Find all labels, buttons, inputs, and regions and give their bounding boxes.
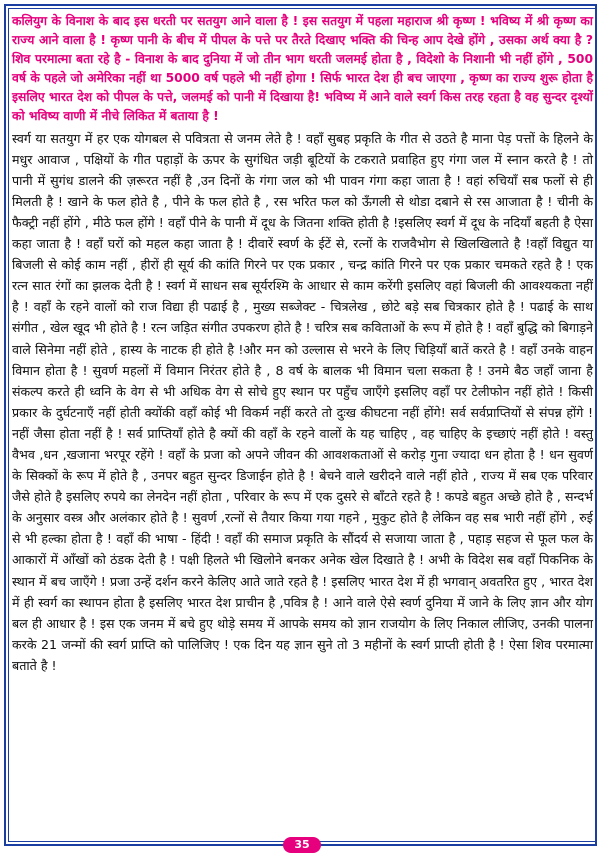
- intro-paragraph: कलियुग के विनाश के बाद इस धरती पर सतयुग आने वाला है ! इस सतयुग में पहला महाराज श्री कृष्ण ! भविष्य में श्री कृष्ण का राज्य आने वाला है ! कृष्ण पानी के बीच में पीपल के पत्ते पर तैरते दिखाए भक्ति की चिन्ह आप देखे होंगे , उसका अर्थ क्या है ? शिव परमात्मा बता रहे है - विनाश के बाद दुनिया में जो तीन भाग धरती जलमई होता है , विदेशो के निशानी भी नहीं होंगे , 500 वर्ष के पहले जो अमेरिका नहीं था 5000 वर्ष पहले भी नहीं होगा ! सिर्फ भारत देश ही बच जाएगा , कृष्ण का राज्य शुरू होता है इसलिए भारत देश को पीपल के पत्ते, जलमई को पानी में दिखाया है! भविष्य में आने वाले स्वर्ग किस तरह रहता है वह सुन्दर दृश्यों को भविष्य वाणी में नीचे लिकित में बताया है !: [12, 14, 593, 124]
- page-number-badge: 35: [283, 837, 321, 853]
- body-paragraph: स्वर्ग या सतयुग में हर एक योगबल से पवित्रता से जनम लेते है ! वहाँ सुबह प्रकृति के गीत से उठते है माना पेड़ पत्तों के हिलने के मधुर आवाज , पक्षियों के गीत पहाड़ों के ऊपर के सुगंधित जड़ी बूटियों के टकराते प्रवाहित हुए गंगा जल में स्नान करते है ! तो पानी में सुगंध डालने की ज़रूरत नहीं है ,उन दिनों के गंगा जल को भी पावन गंगा कहा जाता है ! वहां रुचियाँ सब फलों से ही मिलती है ! खाने के फल होते है , पीने के फल होते है , रस भरित फल को ऊँगली से थोडा दबाने से रस आजाता है ! चीनी के फैक्ट्री नहीं होंगे , मीठे फल होंगे ! वहाँ पीने के पानी में दूध के जितना शक्ति होती है !इसलिए स्वर्ग में दूध के नदियाँ बहती है ऐसा कहा जाता है ! वहाँ घरों को महल कहा जाता है ! दीवारें स्वर्ण के ईटें से, रत्नों के राजवैभोग से खिलखिलाते है !वहाँ विद्युत या बिजली से कोई काम नहीं , हीरों ही सूर्य की कांति गिरने पर एक प्रकार , चन्द्र कांति गिरने पर एक प्रकार चमकते रहते है ! एक रत्न सात रंगों का झलक देती है ! स्वर्ग में साधन सब सूर्यरश्मि के आधार से काम करेंगी इसलिए वहां बिजली की आवश्यकता नहीं है ! वहाँ के रहने वालों को राज विद्या ही पढाई है , मुख्य सब्जेक्ट - चित्रलेख , छोटे बड़े सब चित्रकार होते है ! पढाई के साथ संगीत , खेल खूद भी होते है ! रत्न जड़ित संगीत उपकरण होते है ! चरित्र सब कविताओं के रूप में होते है ! वहाँ बुद्धि को बिगाड़ने वाले सिनेमा नहीं होते , हास्य के नाटक ही होते है !और मन को उल्लास से भरने के लिए चिड़ियाँ बातें करते है ! वहाँ उनके वाहन विमान होता है ! सुवर्ण महलों में विमान निरंतर होते है , 8 वर्ष के बालक भी विमान चला सकता है ! उनमे बैठ जहाँ जाना है संकल्प करते ही ध्वनि के वेग से भी अधिक वेग से सोचे हुए स्थान पर पहुँच जाएँगे इसलिए वहाँ पर टेलीफोन नहीं होते ! किसी प्रकार के दुर्घटनाएँ नहीं होती क्योंकी वहाँ कोई भी विकर्म नहीं करते तो दुःख कीघटना नहीं होंगे! सर्व सर्वप्राप्तियों से संपन्न होंगे ! नहीं जैसा होता नहीं है ! सर्व प्राप्तियाँ होते है क्यों की वहाँ के रहने वालों के यह चाहिए , वह चाहिए के इच्छाएं नहीं होते ! वस्तु वैभव ,धन ,खजाना भरपूर रहेंगे ! वहाँ के प्रजा को अपने जीवन की आवशकताओं से करोड़ गुना ज्यादा धन होता है ! धन सुवर्ण के सिक्कों के रूप में होते है , उनपर बहुत सुन्दर डिजाईन होते है ! बेचने वाले खरीदने वाले नहीं होते , राज्य में सब एक परिवार जैसे होते है इसलिए रुपये का लेनदेन नहीं होता , परिवार के रूप में एक दुसरे से बाँटते रहते है ! कपडे बहुत अच्छे होते है , सन्दर्भ के अनुसार वस्त्र और अलंकार होते है ! सुवर्ण ,रत्नों से तैयार किया गया गहने , मुकुट होते है लेकिन वह सब भारी नहीं होंगे , रुई से भी हल्का होता है ! वहाँ की भाषा - हिंदी ! वहाँ की समाज प्रकृति के सौंदर्य से सजाया जाता है , पहाड़ सहज से फूल फल के आकारों में आँखों को ठंडक देती है ! पक्षी हिलते भी खिलोने बनकर अनेक खेल दिखाते है ! अभी के विदेश सब वहाँ पिकनिक के स्थान में बच जाएँगे ! प्रजा उन्हें दर्शन करने केलिए आते जाते रहते है ! इसलिए भारत देश में ही भगवान् अवतरित हुए , भारत देश में ही स्वर्ग का स्थापन होता है इसलिए भारत देश प्राचीन है ,पवित्र है ! आने वाले ऐसे स्वर्ण दुनिया में जाने के लिए ज्ञान और योग बल ही आधार है ! इस एक जनम में बचे हुए थोड़े समय में आपके समय को ज्ञान राजयोग के लिए निकाल लीजिए, उनकी पालना करके 21 जन्मों की स्वर्ग प्राप्ति को पालिजिए ! एक दिन यह ज्ञान सुने तो 3 महीनों के स्वर्ग प्राप्ती होती है ! ऐसा शिव परमात्मा बताते है !: [12, 130, 593, 673]
- page-content: [12, 12, 593, 676]
